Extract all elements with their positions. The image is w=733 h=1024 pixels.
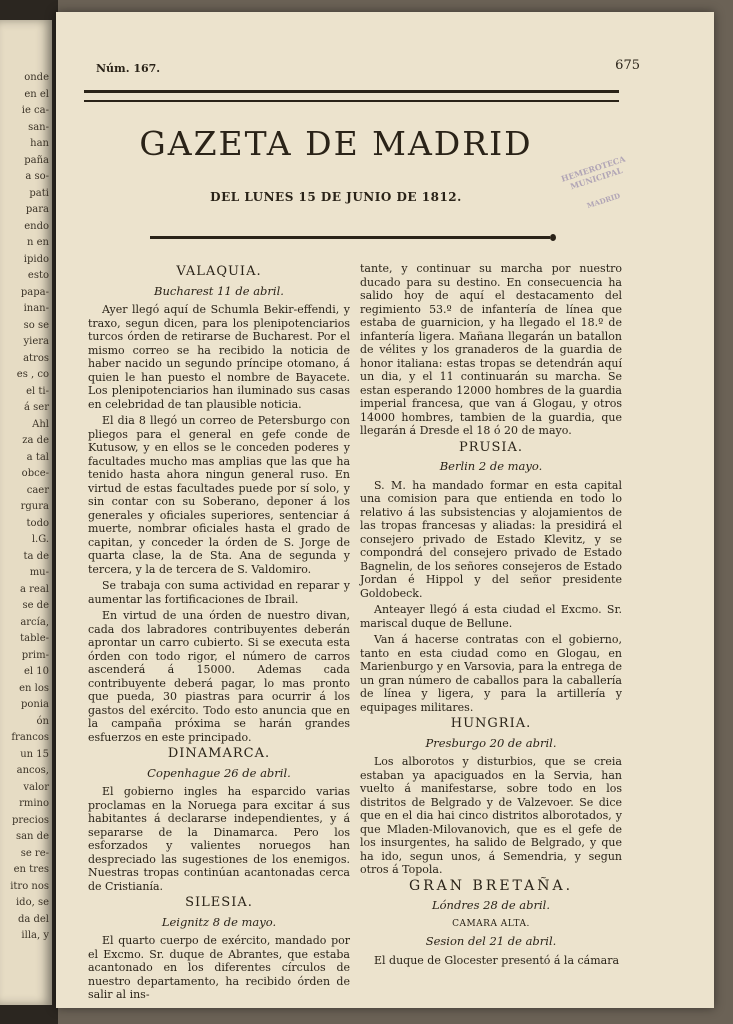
left-page-fragment: a real bbox=[20, 583, 49, 595]
masthead-title: GAZETA DE MADRID bbox=[139, 124, 533, 163]
left-page-fragment: inan- bbox=[23, 303, 49, 314]
left-page-fragment: atros bbox=[23, 352, 49, 364]
paragraph: S. M. ha mandado formar en esta capital una comision para que entienda en todo lo relativo á las subsistencias y alojamientos de las tropas francesas y aliadas: la presidirá el consejero privado de Estado Klevitz, y se compondrá del consejero privado de Estado Bagnelin, de los señores consejeros de Estado Jordan é Hippol y del señor presidente Goldobeck. bbox=[360, 478, 622, 600]
paragraph: El quarto cuerpo de exército, mandado por el Excmo. Sr. duque de Abrantes, que estaba acantonado en los diferentes círculos de nuestro departamento, ha recibido órden de salir al ins- bbox=[88, 934, 350, 1001]
issue-date: DEL LUNES 15 DE JUNIO DE 1812. bbox=[210, 190, 462, 204]
left-page-fragment: ido, se bbox=[15, 897, 49, 908]
left-page-fragment: á ser bbox=[24, 402, 49, 413]
left-page-fragment: so se bbox=[23, 319, 49, 331]
left-page-fragment: san de bbox=[15, 831, 49, 842]
left-page-margin bbox=[0, 20, 52, 1005]
paragraph: Ayer llegó aquí de Schumla Bekir-effendi, y traxo, segun dicen, para los plenipotenciarios turcos órden de retirarse de Bucharest. Por el mismo correo se ha recibido la noticia de haber nacido un segundo príncipe otomano, á quien le han puesto el nombre de Bayacete. Los plenipotenciarios han iluminado sus casas en celebridad de tan plausible noticia. bbox=[88, 303, 350, 411]
left-page-fragment: han bbox=[30, 138, 49, 149]
stamp-line: MADRID bbox=[585, 190, 622, 211]
paragraph: El dia 8 llegó un correo de Petersburgo con pliegos para el general en gefe conde de Kutusow, y en ellos se le conceden poderes y facultades mucho mas amplias que las que ha tenido hasta ahora ningun general ruso. En virtud de estas facultades puede por sí solo, y sin contar con su Soberano, deponer á los generales y oficiales superiores, sentenciar á muerte, nombrar oficiales hasta el grado de capitan, y conceder la órden de S. Jorge de quarta clase, la de Sta. Ana de segunda y tercera, y la de tercera de S. Valdomiro. bbox=[88, 414, 350, 576]
dateline: Lóndres 28 de abril. bbox=[431, 898, 551, 912]
issue-number: Núm. 167. bbox=[96, 62, 161, 75]
section-heading: GRAN BRETAÑA. bbox=[408, 877, 574, 894]
left-page-fragment: el 10 bbox=[23, 666, 49, 677]
paragraph: El duque de Glocester presentó á la cámara bbox=[374, 953, 620, 967]
top-rule bbox=[84, 90, 619, 102]
subheading: CAMARA ALTA. bbox=[452, 918, 530, 929]
section-heading: PRUSIA. bbox=[458, 439, 524, 455]
left-page-fragment: se de bbox=[22, 600, 49, 611]
left-page-fragment: pati bbox=[29, 187, 49, 199]
left-page-fragment: itro nos bbox=[10, 880, 49, 892]
left-page-fragment: esto bbox=[27, 270, 49, 281]
left-page-fragment: a tal bbox=[26, 451, 49, 463]
left-page-fragment: en tres bbox=[13, 864, 49, 875]
left-page-fragment: da del bbox=[17, 913, 49, 925]
dateline: Copenhague 26 de abril. bbox=[147, 765, 291, 780]
left-page-fragment: rmino bbox=[19, 798, 49, 809]
left-page-fragment: onde bbox=[24, 72, 49, 83]
section-heading: VALAQUIA. bbox=[176, 264, 262, 279]
paragraph: Se trabaja con suma actividad en reparar y aumentar las fortificaciones de Ibrail. bbox=[88, 579, 350, 606]
left-page-fragment: n en bbox=[27, 237, 49, 248]
left-page-fragment: ponia bbox=[20, 699, 49, 710]
column-left bbox=[88, 262, 350, 1005]
left-page-fragment: en los bbox=[19, 682, 49, 694]
dateline: Berlin 2 de mayo. bbox=[439, 459, 543, 473]
left-page-fragment: ta de bbox=[23, 550, 49, 562]
left-page-fragment: ie ca- bbox=[21, 105, 49, 116]
section-heading: HUNGRIA. bbox=[450, 716, 532, 731]
left-page-fragment: paña bbox=[24, 154, 49, 166]
left-page-fragment: un 15 bbox=[20, 748, 49, 760]
section-heading: SILESIA. bbox=[185, 895, 253, 910]
paragraph: El gobierno ingles ha esparcido varias proclamas en la Noruega para excitar á sus habitantes á declararse independientes, y á separarse de la Dinamarca. Pero los esforzados y valientes noruegos han despreciado las sugestiones de los enemigos. Nuestras tropas continúan acantonadas cerca de Cristianía. bbox=[88, 785, 350, 893]
gazette-page bbox=[56, 12, 714, 1008]
left-page-fragment: Ahl bbox=[32, 418, 49, 430]
left-page-fragment: en el bbox=[24, 88, 49, 100]
left-page-fragment: san- bbox=[28, 121, 49, 133]
left-page-fragment: rgura bbox=[20, 501, 49, 512]
left-page-fragment: l.G. bbox=[31, 534, 49, 545]
paragraph: Van á hacerse contratas con el gobierno, tanto en esta ciudad como en Glogau, en Marienburgo y en Varsovia, para la entrega de un gran número de caballos para la caballería de línea y ligera, y para la artillería y equipages militares. bbox=[360, 633, 622, 714]
ornamental-rule bbox=[150, 236, 550, 239]
left-page-fragment: es , co bbox=[16, 369, 49, 380]
left-page-fragment: precios bbox=[11, 814, 49, 826]
left-page-fragment: a so- bbox=[25, 171, 49, 182]
dateline: Presburgo 20 de abril. bbox=[425, 735, 557, 750]
left-page-fragment: ipido bbox=[23, 253, 49, 265]
left-page-fragment: illa, y bbox=[21, 930, 49, 941]
left-page-fragment: valor bbox=[23, 781, 49, 793]
left-page-fragment: el ti- bbox=[26, 385, 49, 397]
left-page-fragment: ón bbox=[36, 715, 49, 727]
page-number: 675 bbox=[615, 58, 640, 73]
left-page-fragment: todo bbox=[26, 517, 49, 529]
left-page-fragment: se re- bbox=[20, 847, 49, 859]
left-page-fragment: arcía, bbox=[20, 616, 49, 628]
dateline: Leignitz 8 de mayo. bbox=[161, 914, 277, 929]
left-page-fragment: za de bbox=[22, 435, 49, 446]
paragraph: tante, y continuar su marcha por nuestro ducado para su destino. En consecuencia ha salido hoy de aquí el destacamento del regimiento 53.º de infantería de línea que estaba de guarnicion, y ha llegado el 18.º de infantería ligera. Mañana llegarán un batallon de vélites y los granaderos de la guardia de honor italiana: estas tropas se detendrán aquí un dia, y el 11 continuarán su marcha. Se estan esperando 12000 hombres de la guardia imperial francesa, que van á Glogau, y otros 14000 hombres, tambien de la guardia, que llegarán á Dresde el 18 ó 20 de mayo. bbox=[360, 262, 622, 437]
left-page-fragment: papa- bbox=[20, 286, 49, 298]
paragraph: En virtud de una órden de nuestro divan, cada dos labradores contribuyentes deberán aprontar un carro cubierto. Si se executa esta órden con todo rigor, el número de carros ascenderá á 15000. Ademas cada contribuyente deberá pagar, lo mas pronto que pueda, 30 piastras para ocurrir á los gastos del exército. Todo esto anuncia que en la campaña próxima se harán grandes esfuerzos en este principado. bbox=[88, 609, 350, 744]
left-page-fragment: caer bbox=[26, 484, 49, 496]
session-date: Sesion del 21 de abril. bbox=[425, 934, 557, 948]
dateline: Bucharest 11 de abril. bbox=[154, 283, 284, 298]
left-page-fragment: para bbox=[25, 204, 49, 215]
paragraph: Los alborotos y disturbios, que se creia estaban ya apaciguados en la Servia, han vuelto á manifestarse, sobre todo en los distritos de Belgrado y de Valzevoer. Se dice que en el dia hai cinco distritos alborotados, y que Mladen-Milovanovich, que es el gefe de los insurgentes, ha salido de Belgrado, y que ha ido, segun unos, á Semendria, y segun otros á Topola. bbox=[360, 755, 622, 876]
section-heading: DINAMARCA. bbox=[167, 746, 271, 761]
left-page-fragment: prim- bbox=[21, 649, 49, 661]
left-page-fragment: yiera bbox=[23, 336, 49, 347]
left-page-fragment: ancos, bbox=[16, 765, 49, 776]
left-page-fragment: table- bbox=[20, 633, 49, 644]
paragraph: Anteayer llegó á esta ciudad el Excmo. Sr. mariscal duque de Bellune. bbox=[360, 603, 622, 630]
column-right bbox=[360, 262, 622, 970]
left-page-fragment: obce- bbox=[21, 468, 49, 479]
left-page-fragment: mu- bbox=[29, 567, 49, 578]
left-page-fragment: francos bbox=[11, 732, 49, 743]
stamp-line: HEMEROTECA MUNICIPAL bbox=[559, 153, 627, 192]
left-page-fragment: endo bbox=[24, 220, 49, 232]
